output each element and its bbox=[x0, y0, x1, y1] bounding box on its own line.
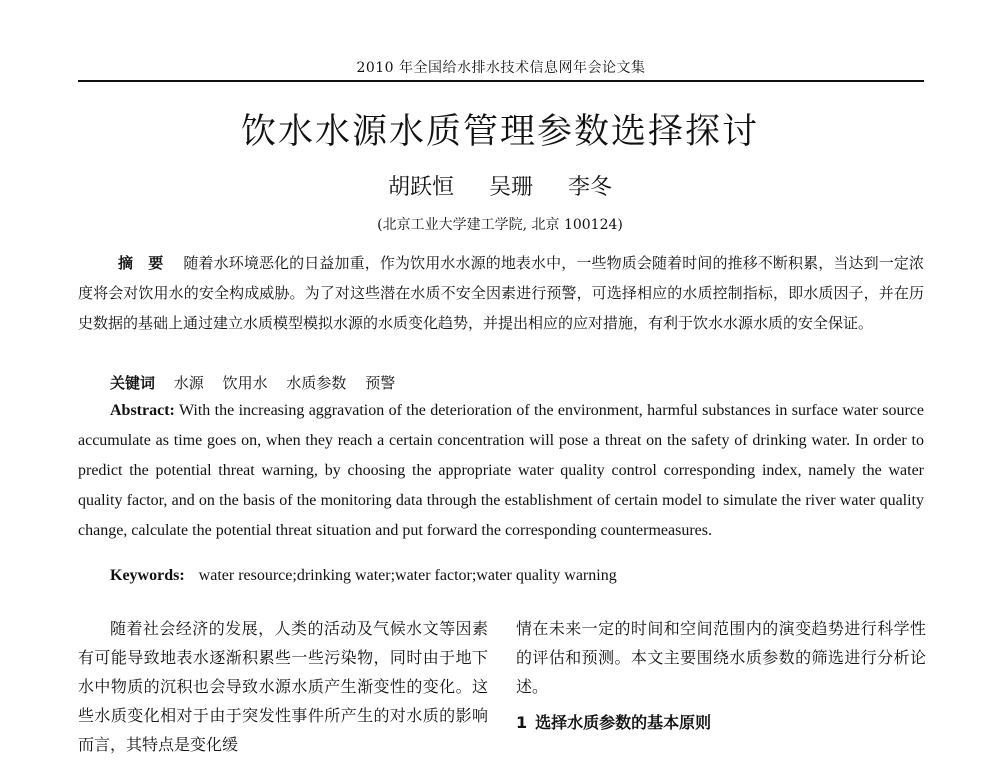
english-abstract-label: Abstract: bbox=[110, 402, 175, 419]
author-name: 李冬 bbox=[568, 175, 613, 200]
chinese-abstract bbox=[78, 248, 924, 338]
author-name: 胡跃恒 bbox=[387, 175, 454, 200]
english-abstract bbox=[78, 396, 924, 546]
body-right-column bbox=[516, 614, 926, 701]
body-paragraph: 情在未来一定的时间和空间范围内的演变趋势进行科学性的评估和预测。本文主要围绕水质参数的筛选进行分析论述。 bbox=[516, 619, 926, 696]
section-number: 1 bbox=[516, 713, 528, 732]
chinese-keywords-label: 关键词 bbox=[110, 374, 156, 392]
english-abstract-text: With the increasing aggravation of the deterioration of the environment, harmful substances in surface water source accumulate as time goes on, when they reach a certain concentration will pose a threat on the safety of drinking water. In order to predict the potential threat warning, by choosing the appropriate water quality control corresponding index, namely the water quality factor, and on the basis of the monitoring data through the establishment of certain model to simulate the river water quality change, calculate the potential threat situation and put forward the corresponding countermeasures. bbox=[78, 402, 924, 539]
chinese-abstract-label: 摘 要 bbox=[118, 254, 164, 272]
affiliation: (北京工业大学建工学院, 北京 100124) bbox=[377, 217, 623, 233]
keyword: 水源 bbox=[173, 374, 204, 392]
author-list bbox=[0, 170, 1000, 201]
chinese-abstract-text: 随着水环境恶化的日益加重，作为饮用水水源的地表水中，一些物质会随着时间的推移不断积累，当达到一定浓度将会对饮用水的安全构成威胁。为了对这些潜在水质不安全因素进行预警，可选择相应的水质控制指标，即水质因子，并在历史数据的基础上通过建立水质模型模拟水源的水质变化趋势，并提出相应的应对措施，有利于饮水水源水质的安全保证。 bbox=[78, 254, 924, 332]
paper-title: 饮水水源水质管理参数选择探讨 bbox=[240, 112, 759, 152]
chinese-keywords bbox=[110, 368, 924, 398]
running-header: 2010 年全国给水排水技术信息网年会论文集 bbox=[356, 60, 646, 76]
english-keywords-text: water resource;drinking water;water factor;water quality warning bbox=[198, 567, 617, 584]
author-name: 吴珊 bbox=[488, 175, 533, 200]
english-keywords-label: Keywords: bbox=[110, 567, 185, 584]
body-left-column: 随着社会经济的发展，人类的活动及气候水文等因素有可能导致地表水逐渐积累些一些污染物，同时由于地下水中物质的沉积也会导致水源水质产生渐变性的变化。这些水质变化相对于由于突发性事件所产生的对水质的影响而言，其特点是变化缓 bbox=[78, 619, 488, 754]
keyword: 饮用水 bbox=[222, 374, 268, 392]
keyword: 水质参数 bbox=[286, 374, 347, 392]
keyword: 预警 bbox=[365, 374, 396, 392]
english-keywords bbox=[110, 561, 924, 591]
section-heading bbox=[516, 710, 711, 733]
section-title: 选择水质参数的基本原则 bbox=[535, 713, 712, 732]
header-rule bbox=[78, 80, 924, 82]
